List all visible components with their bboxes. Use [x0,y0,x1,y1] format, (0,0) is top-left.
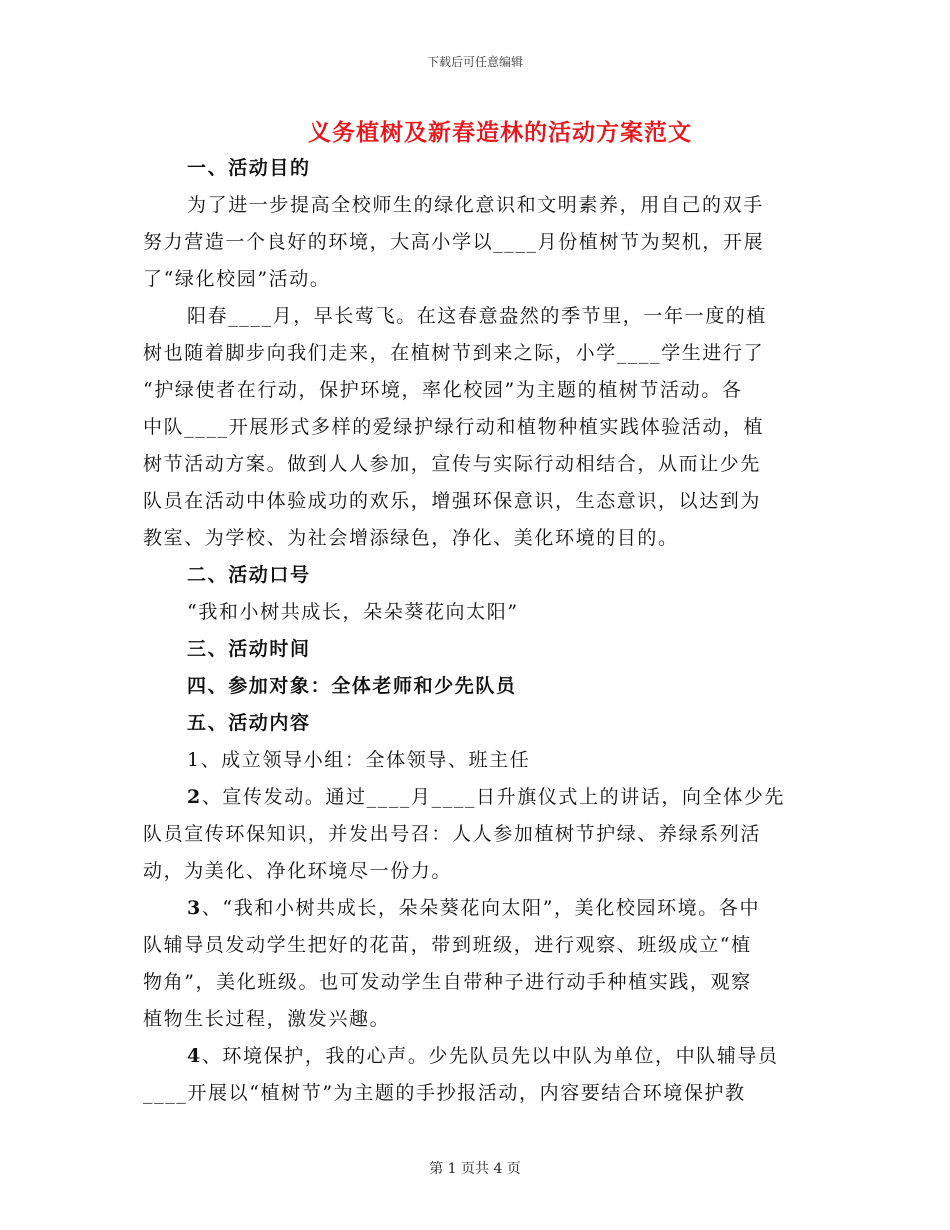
paragraph-line: 阳春____月，早长莺飞。在这春意盎然的季节里，一年一度的植 [187,305,768,327]
list-item-2 [143,779,803,816]
section-heading-2: 二、活动口号 [187,564,311,586]
paragraph-line: ____开展以“植树节”为主题的手抄报活动，内容要结合环境保护教 [143,1082,746,1104]
section-heading-4: 四、参加对象：全体老师和少先队员 [187,675,517,697]
document-body [143,150,803,1112]
paragraph-line: 队员在活动中体验成功的欢乐，增强环保意识，生态意识，以达到为 [143,490,762,512]
list-item-number: 2 [187,786,202,808]
paragraph-line: 努力营造一个良好的环境，大高小学以____月份植树节为契机，开展 [143,231,765,253]
paragraph-line: 了“绿化校园”活动。 [143,268,331,290]
list-item-text: 、宣传发动。通过____月____日升旗仪式上的讲话，向全体少先 [201,786,786,808]
list-item-text: 、环境保护，我的心声。少先队员先以中队为单位，中队辅导员 [201,1045,779,1067]
paragraph-line: 树节活动方案。做到人人参加，宣传与实际行动相结合，从而让少先 [143,453,762,475]
paragraph-line: 植物生长过程，激发兴趣。 [143,1008,391,1030]
list-item-number: 4 [187,1045,202,1067]
list-item-3 [143,890,803,927]
document-title: 义务植树及新春造林的活动方案范文 [308,119,692,146]
list-item-1: 1、成立领导小组：全体领导、班主任 [187,749,531,771]
paragraph-line: 中队____开展形式多样的爱绿护绿行动和植物种植实践体验活动，植 [143,416,765,438]
paragraph-line: 物角”，美化班级。也可发动学生自带种子进行动手种植实践，观察 [143,971,752,993]
section-heading-1: 一、活动目的 [187,157,311,179]
list-item-text: 、“我和小树共成长，朵朵葵花向太阳”，美化校园环境。各中 [201,897,761,919]
paragraph-line: 为了进一步提高全校师生的绿化意识和文明素养，用自己的双手 [187,194,764,216]
paragraph-line: 队辅导员发动学生把好的花苗，带到班级，进行观察、班级成立“植 [143,934,752,956]
paragraph-line: 队员宣传环保知识，并发出号召：人人参加植树节护绿、养绿系列活 [143,823,762,845]
list-item-number: 3 [187,897,202,919]
paragraph-line: 树也随着脚步向我们走来，在植树节到来之际，小学____学生进行了 [143,342,765,364]
list-item-4 [143,1038,803,1075]
paragraph-line: “护绿使者在行动，保护环境，率化校园”为主题的植树节活动。各 [143,379,743,401]
paragraph-line: 动，为美化、净化环境尽一份力。 [143,860,453,882]
slogan-line: “我和小树共成长，朵朵葵花向太阳” [187,601,519,623]
section-heading-3: 三、活动时间 [187,638,311,660]
page-footer: 第 1 页共 4 页 [429,1161,521,1177]
header-note: 下载后可任意编辑 [426,55,523,69]
section-heading-5: 五、活动内容 [187,712,311,734]
paragraph-line: 教室、为学校、为社会增添绿色，净化、美化环境的目的。 [143,527,679,549]
